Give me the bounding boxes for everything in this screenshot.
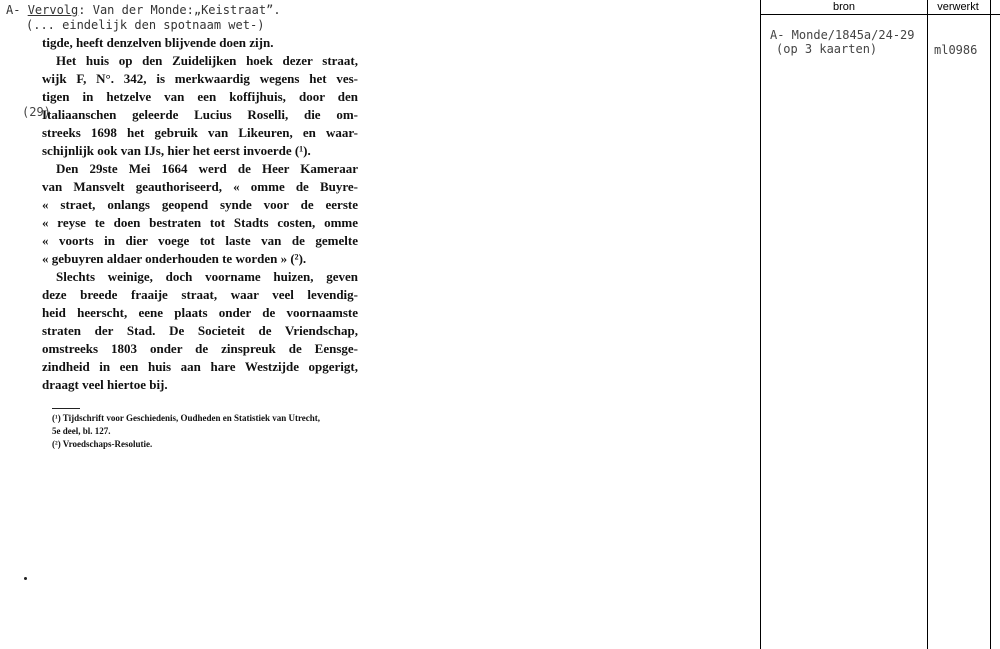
text-line: streeks 1698 het gebruik van Likeuren, en waar- bbox=[42, 125, 358, 140]
text-line: tigen in hetzelve van een koffijhuis, door den bbox=[42, 89, 358, 104]
table-column-divider bbox=[927, 0, 928, 649]
text-line: Het huis op den Zuidelijken hoek dezer straat, bbox=[56, 53, 358, 68]
header-rest: : Van der Monde:„Keistraat”. bbox=[78, 3, 281, 17]
text-line: van Mansvelt geauthoriseerd, « omme de Buyre- bbox=[42, 179, 358, 194]
header-prefix: A- bbox=[6, 3, 21, 17]
text-line: heid heerscht, eene plaats onder de voornaamste bbox=[42, 305, 358, 320]
text-line: Slechts weinige, doch voorname huizen, geven bbox=[56, 269, 358, 284]
table-border-right bbox=[990, 0, 991, 649]
text-line: omstreeks 1803 onder de zinspreuk de Eensge- bbox=[42, 341, 358, 356]
bron-reference: A- Monde/1845a/24-29 bbox=[770, 28, 915, 42]
verwerkt-code: ml0986 bbox=[934, 43, 978, 57]
footnotes bbox=[52, 412, 358, 451]
text-line: tigde, heeft denzelven blijvende doen zijn. bbox=[42, 35, 274, 50]
footnote-line: (²) Vroedschaps-Resolutie. bbox=[52, 439, 153, 449]
bron-note: (op 3 kaarten) bbox=[776, 42, 878, 56]
printed-text-body bbox=[42, 34, 358, 394]
footnote-line: 5e deel, bl. 127. bbox=[52, 426, 111, 436]
text-line: « gebuyren aldaer onderhouden te worden » (²). bbox=[42, 251, 307, 266]
typed-header-line bbox=[6, 3, 281, 17]
column-header-bron: bron bbox=[832, 1, 856, 13]
footnote-line: (¹) Tijdschrift voor Geschiedenis, Oudheden en Statistiek van Utrecht, bbox=[52, 413, 321, 423]
text-line: schijnlijk ook van IJs, hier het eerst invoerde (¹). bbox=[42, 143, 311, 158]
header-vervolg: Vervolg bbox=[27, 3, 79, 17]
margin-page-note: (29) bbox=[22, 105, 51, 119]
table-header-rule bbox=[760, 14, 1000, 15]
text-line: deze breede fraaije straat, waar veel levendig- bbox=[42, 287, 358, 302]
text-line: Italiaanschen geleerde Lucius Roselli, die om- bbox=[42, 107, 358, 122]
footnote-rule bbox=[52, 408, 80, 409]
stray-mark bbox=[24, 577, 27, 580]
text-line: Den 29ste Mei 1664 werd de Heer Kameraar bbox=[56, 161, 358, 176]
text-line: draagt veel hiertoe bij. bbox=[42, 377, 168, 392]
text-line: « voorts in dier voege tot laste van de gemelte bbox=[42, 233, 358, 248]
text-line: wijk F, N°. 342, is merkwaardig wegens het ves- bbox=[42, 71, 358, 86]
text-line: « reyse te doen bestraten tot Stadts costen, omme bbox=[42, 215, 358, 230]
text-line: zindheid in een huis aan hare Westzijde opgerigt, bbox=[42, 359, 358, 374]
text-line: straten der Stad. De Societeit de Vriendschap, bbox=[42, 323, 358, 338]
table-border-left bbox=[760, 0, 761, 649]
column-header-verwerkt: verwerkt bbox=[937, 1, 979, 13]
text-line: « straet, onlangs geopend synde voor de eerste bbox=[42, 197, 358, 212]
typed-continuation-line: (... eindelijk den spotnaam wet-) bbox=[26, 18, 265, 32]
